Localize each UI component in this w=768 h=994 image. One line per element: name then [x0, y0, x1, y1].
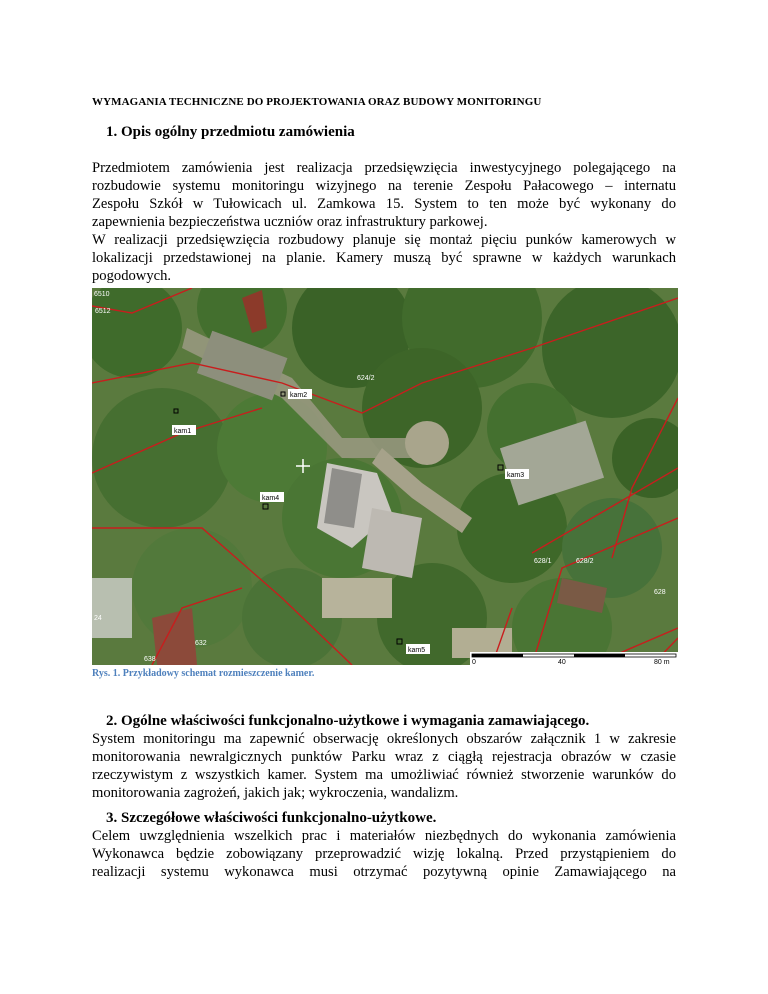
camera-label: kam3: [507, 472, 525, 479]
section-3-heading: 3. Szczegółowe właściwości funkcjonalno-użytkowe.: [106, 810, 437, 826]
scale-bar: [470, 652, 678, 665]
section-2-line: System monitoringu ma zapewnić obserwację określonych obszarów załącznik 1 w zakresie: [92, 731, 676, 747]
scale-label: 40: [558, 659, 566, 665]
section-2-line: monitorowania zagrożeń, jakich jak; wykroczenia, wandalizm.: [92, 785, 459, 801]
section-3-line: Celem uwzględnienia wszelkich prac i materiałów niezbędnych do wykonania zamówienia: [92, 828, 676, 844]
camera-label: kam1: [174, 428, 192, 435]
camera-label: kam5: [408, 647, 426, 654]
section-2-body: [92, 730, 676, 802]
camera-label: kam2: [290, 392, 308, 399]
document-title: WYMAGANIA TECHNICZNE DO PROJEKTOWANIA ORAZ BUDOWY MONITORINGU: [92, 96, 542, 108]
parcel-label: 6512: [95, 308, 111, 315]
parcel-label: 628/1: [534, 558, 552, 565]
parcel-label: 6510: [94, 291, 110, 298]
section-2-line: monitorowania newralgicznych punktów Parku wraz z ciągłą rejestracja obrazów w czasie: [92, 749, 676, 765]
camera-label: kam4: [262, 495, 280, 502]
parcel-label: 628: [654, 589, 666, 596]
scale-label: 0: [472, 659, 476, 665]
section-3-line: Wykonawca będzie zobowiązany przeprowadzić wizję lokalną. Przed przystąpieniem do: [92, 846, 676, 862]
parcel-label: 638: [144, 656, 156, 663]
figure-caption: Rys. 1. Przykładowy schemat rozmieszczenie kamer.: [92, 668, 315, 679]
section-1-line: lokalizacji przedstawionej na planie. Kamery muszą być sprawne w każdych warunkach: [92, 250, 676, 266]
section-2-line: rzeczywistym z wszystkich kamer. System ma umożliwiać również stworzenie warunków do: [92, 767, 676, 783]
section-3-line: realizacji systemu wykonawca musi otrzymać pozytywną opinie Zamawiającego na: [92, 864, 676, 880]
section-2-heading: 2. Ogólne właściwości funkcjonalno-użytkowe i wymagania zamawiającego.: [106, 713, 590, 729]
section-1-line: pogodowych.: [92, 268, 172, 284]
aerial-map-camera-layout: [92, 288, 678, 665]
parcel-label: 24: [94, 615, 102, 622]
section-1-line: Zespołu Szkół w Tułowicach ul. Zamkowa 15. System to ten może być wykonany do: [92, 196, 676, 212]
section-1-line: rozbudowie systemu monitoringu wizyjnego na terenie Zespołu Pałacowego – internatu: [92, 178, 676, 194]
parcel-label: 628/2: [576, 558, 594, 565]
parcel-label: 624/2: [357, 375, 375, 382]
section-1-line: zapewnienia bezpieczeństwa uczniów oraz infrastruktury parkowej.: [92, 214, 488, 230]
section-1-line: Przedmiotem zamówienia jest realizacja przedsięwzięcia inwestycyjnego polegającego na: [92, 160, 676, 176]
section-1-body: [92, 159, 676, 285]
parcel-label: 632: [195, 640, 207, 647]
section-3-body: [92, 827, 676, 881]
section-1-heading: 1. Opis ogólny przedmiotu zamówienia: [106, 124, 355, 140]
section-1-line: W realizacji przedsięwzięcia rozbudowy planuje się montaż pięciu punków kamerowych w: [92, 232, 676, 248]
scale-label: 80 m: [654, 659, 670, 665]
